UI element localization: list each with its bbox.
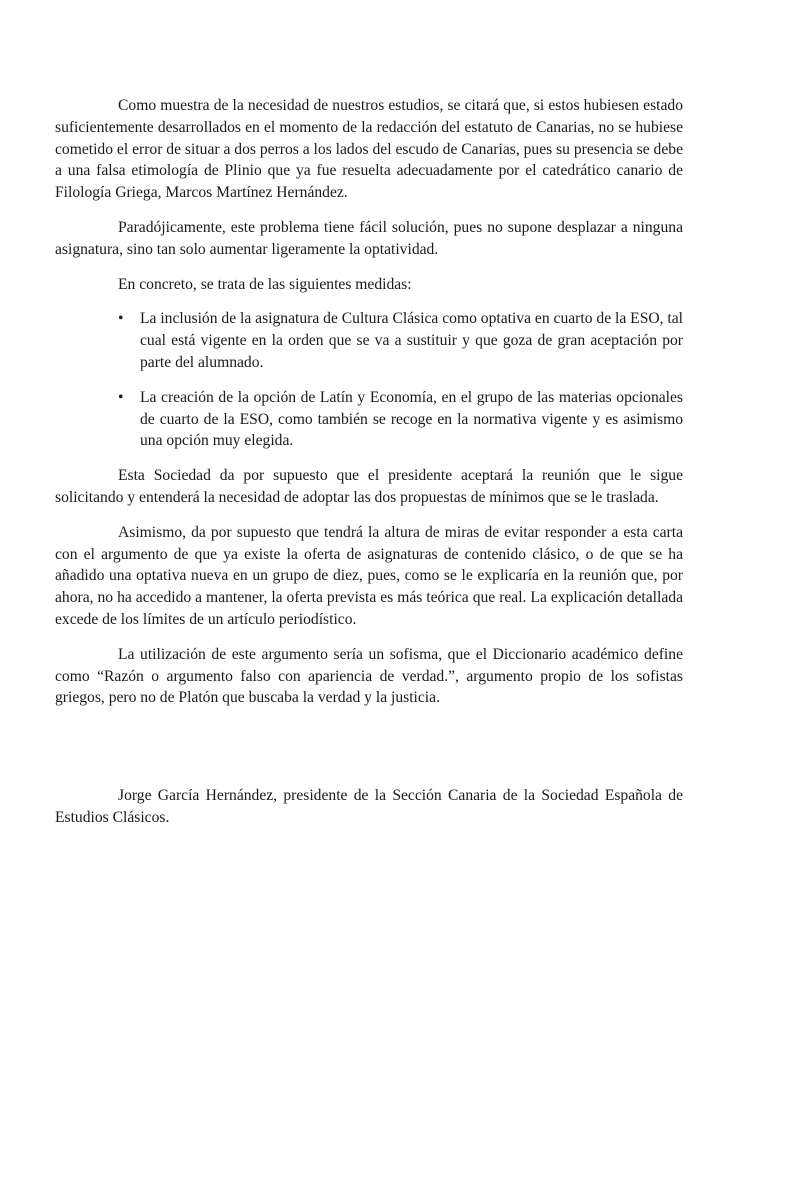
signature: Jorge García Hernández, presidente de la Sección Canaria de la Sociedad Española de Estudios Clásicos. [55,787,683,826]
bullet-icon: • [118,310,124,328]
paragraph-argument-response: Asimismo, da por supuesto que tendrá la altura de miras de evitar responder a esta carta con el argumento de que ya existe la oferta de asignaturas de contenido clásico, o de que se ha añadido una optativa nueva en un grupo de diez, pues, como se le explicaría en la reunión que, por ahora, no ha accedido a mantener, la oferta prevista es más teórica que real. La explicación detallada excede de los límites de un artículo periodístico. [55,523,683,628]
paragraph-measures-intro: En concreto, se trata de las siguientes medidas: [118,275,412,293]
list-item-text: La creación de la opción de Latín y Economía, en el grupo de las materias opcionales de cuarto de la ESO, como también se recoge en la normativa vigente y es asimismo una opción muy elegida. [140,388,683,450]
list-item [55,387,683,452]
list-item-text: La inclusión de la asignatura de Cultura Clásica como optativa en cuarto de la ESO, tal cual está vigente en la orden que se va a sustituir y que goza de gran aceptación por parte del alumnado. [140,310,684,371]
paragraph-sophism: La utilización de este argumento sería un sofisma, que el Diccionario académico define como “Razón o argumento falso con apariencia de verdad.”, argumento propio de los sofistas griegos, pero no de Platón que buscaba la verdad y la justicia. [55,645,683,707]
paragraph-studies-example: Como muestra de la necesidad de nuestros estudios, se citará que, si estos hubiesen estado suficientemente desarrollados en el momento de la redacción del estatuto de Canarias, no se hubiese cometido el error de situar a dos perros a los lados del escudo de Canarias, pues su presencia se debe a una falsa etimología de Plinio que ya fue resuelta adecuadamente por el catedrático canario de Filología Griega, Marcos Martínez Hernández. [55,97,683,202]
paragraph-meeting-request: Esta Sociedad da por supuesto que el presidente aceptará la reunión que le sigue solicitando y entenderá la necesidad de adoptar las dos propuestas de mínimos que se le traslada. [55,467,683,506]
measures-list [55,308,683,452]
list-item [55,308,683,373]
bullet-icon: • [118,388,124,406]
document-page [55,95,683,842]
paragraph-easy-solution: Paradójicamente, este problema tiene fácil solución, pues no supone desplazar a ninguna asignatura, sino tan solo aumentar ligeramente la optatividad. [55,218,683,258]
